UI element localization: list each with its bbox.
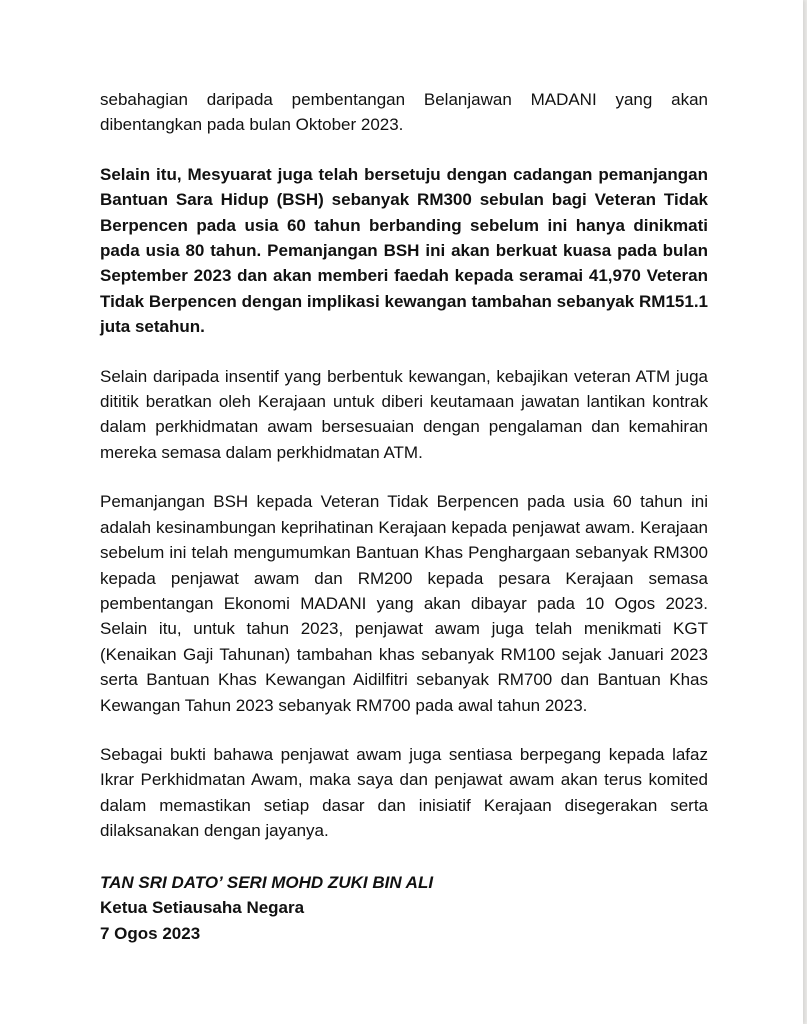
paragraph-4: Pemanjangan BSH kepada Veteran Tidak Berpencen pada usia 60 tahun ini adalah kesinambungan keprihatinan Kerajaan kepada penjawat awam. Kerajaan sebelum ini telah mengumumkan Bantuan Khas Penghargaan sebanyak RM300 kepada penjawat awam dan RM200 kepada pesara Kerajaan semasa pembentangan Ekonomi MADANI yang akan dibayar pada 10 Ogos 2023. Selain itu, untuk tahun 2023, penjawat awam juga telah menikmati KGT (Kenaikan Gaji Tahunan) tambahan khas sebanyak RM100 sejak Januari 2023 serta Bantuan Khas Kewangan Aidilfitri sebanyak RM700 dan Bantuan Khas Kewangan Tahun 2023 sebanyak RM700 pada awal tahun 2023. — [100, 492, 708, 715]
paragraph-2-bold: Selain itu, Mesyuarat juga telah bersetuju dengan cadangan pemanjangan Bantuan Sara Hidup (BSH) sebanyak RM300 sebulan bagi Veteran Tidak Berpencen pada usia 60 tahun berbanding sebelum ini hanya dinikmati pada usia 80 tahun. Pemanjangan BSH ini akan berkuat kuasa pada bulan September 2023 dan akan memberi faedah kepada seramai 41,970 Veteran Tidak Berpencen dengan implikasi kewangan tambahan sebanyak RM151.1 juta setahun. — [100, 164, 708, 337]
signature-block — [100, 870, 708, 947]
paragraph-3: Selain daripada insentif yang berbentuk kewangan, kebajikan veteran ATM juga dititik beratkan oleh Kerajaan untuk diberi keutamaan jawatan lantikan kontrak dalam perkhidmatan awam bersesuaian dengan pengalaman dan kemahiran mereka semasa dalam perkhidmatan ATM. — [100, 366, 708, 462]
paragraph-5: Sebagai bukti bahawa penjawat awam juga sentiasa berpegang kepada lafaz Ikrar Perkhidmatan Awam, maka saya dan penjawat awam akan terus komited dalam memastikan setiap dasar dan inisiatif Kerajaan disegerakan serta dilaksanakan dengan jayanya. — [100, 744, 708, 841]
signature-date: 7 Ogos 2023 — [100, 923, 201, 943]
signatory-title: Ketua Setiausaha Negara — [100, 898, 305, 918]
document-body — [100, 87, 708, 946]
signatory-name: TAN SRI DATO’ SERI MOHD ZUKI BIN ALI — [100, 872, 434, 892]
paragraph-1: sebahagian daripada pembentangan Belanjawan MADANI yang akan dibentangkan pada bulan Oktober 2023. — [100, 90, 708, 135]
